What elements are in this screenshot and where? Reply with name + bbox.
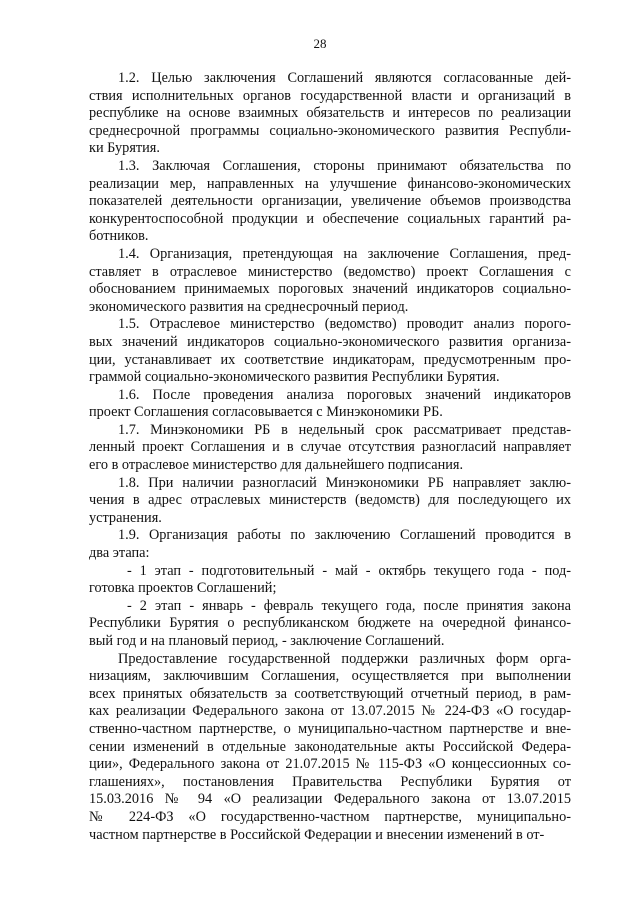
text-line: вый год и на плановый период, - заключение Соглашений. <box>89 633 445 649</box>
text-line: показателей деятельности организации, увеличение объемов производства <box>89 193 571 210</box>
text-line: среднесрочной программы социально-экономического развития Республи- <box>89 122 571 139</box>
text-line: граммой социально-экономического развития Республики Бурятия. <box>89 369 500 386</box>
text-line: реализации мер, направленных на улучшение финансово-экономических <box>89 175 571 192</box>
text-line: 15.03.2016 № 94 «О реализации Федерального закона от 13.07.2015 <box>89 791 571 808</box>
text-line: республике на основе взаимных обязательств и интересов по реализации <box>89 105 571 122</box>
text-line: ботников. <box>89 228 149 245</box>
text-line: 1.5. Отраслевое министерство (ведомство) проводит анализ порого- <box>118 316 571 333</box>
text-line: частном партнерстве в Российской Федерации и внесении изменений в от- <box>89 826 545 843</box>
text-line: устранения. <box>89 509 162 526</box>
paragraph <box>89 527 571 562</box>
text-line: конкурентоспособной продукции и обеспечение социальных гарантий ра- <box>89 210 571 227</box>
text-line: - 1 этап - подготовительный - май - октябрь текущего года - под- <box>127 562 571 579</box>
text-line: обоснованием принимаемых пороговых значений индикаторов социально- <box>89 281 571 298</box>
paragraph <box>89 563 571 598</box>
paragraph <box>89 598 571 651</box>
text-line: глашениях», постановления Правительства Республики Бурятия от <box>89 773 571 790</box>
text-line: вых значений индикаторов социально-экономического развития организа- <box>89 333 571 350</box>
text-line: 1.4. Организация, претендующая на заключение Соглашения, пред- <box>118 245 571 262</box>
text-line: - 2 этап - январь - февраль текущего года, после принятия закона <box>127 597 571 614</box>
text-line: ках реализации Федерального закона от 13.07.2015 № 224-ФЗ «О государ- <box>89 703 571 720</box>
page-number: 28 <box>313 36 327 51</box>
text-line: проект Соглашения согласовывается с Минэкономики РБ. <box>89 404 443 421</box>
text-line: 1.8. При наличии разногласий Минэкономики РБ направляет заклю- <box>118 474 571 491</box>
text-line: ки Бурятия. <box>89 140 160 157</box>
text-line: всех принятых обязательств за соответствующий отчетный период, в рам- <box>89 685 571 702</box>
text-line: экономического развития на среднесрочный период. <box>89 298 409 315</box>
text-line: ции, устанавливает их соответствие индикаторам, предусмотренным про- <box>89 351 571 368</box>
text-line: чения в адрес отраслевых министерств (ведомств) для последующего их <box>89 492 571 509</box>
text-line: два этапа: <box>89 545 150 562</box>
text-line: ственно-частном партнерстве, о муниципально-частном партнерстве и вне- <box>89 720 571 737</box>
text-line: низациям, заключившим Соглашения, осуществляется при выполнении <box>89 668 571 685</box>
paragraph <box>89 316 571 386</box>
paragraph <box>89 158 571 246</box>
paragraph <box>89 422 571 475</box>
paragraph <box>89 246 571 316</box>
paragraph <box>89 651 571 845</box>
text-line: 1.9. Организация работы по заключению Соглашений проводится в <box>118 527 571 544</box>
text-line: № 224-ФЗ «О государственно-частном партнерстве, муниципально- <box>89 808 571 825</box>
text-line: 1.3. Заключая Соглашения, стороны принимают обязательства по <box>118 157 571 174</box>
text-line: Республики Бурятия о республиканском бюджете на очередной финансо- <box>89 615 571 632</box>
paragraph <box>89 387 571 422</box>
text-line: ставляет в отраслевое министерство (ведомство) проект Соглашения с <box>89 263 571 280</box>
text-line: его в отраслевое министерство для дальнейшего подписания. <box>89 457 464 474</box>
document-body <box>89 70 571 844</box>
text-line: готовка проектов Соглашений; <box>89 580 277 597</box>
paragraph <box>89 475 571 528</box>
text-line: 1.2. Целью заключения Соглашений являются согласованные дей- <box>118 70 571 86</box>
paragraph <box>89 70 571 158</box>
text-line: Предоставление государственной поддержки различных форм орга- <box>118 650 571 667</box>
text-line: ции», Федерального закона от 21.07.2015 № 115-ФЗ «О концессионных со- <box>89 756 571 773</box>
text-line: 1.7. Минэкономики РБ в недельный срок рассматривает представ- <box>118 421 571 438</box>
text-line: 1.6. После проведения анализа пороговых значений индикаторов <box>118 386 571 403</box>
text-line: ленный проект Соглашения и в случае отсутствия разногласий направляет <box>89 439 571 456</box>
text-line: сении изменений в отдельные законодательные акты Российской Федера- <box>89 738 571 755</box>
text-line: ствия исполнительных органов государственной власти и организаций в <box>89 87 571 104</box>
